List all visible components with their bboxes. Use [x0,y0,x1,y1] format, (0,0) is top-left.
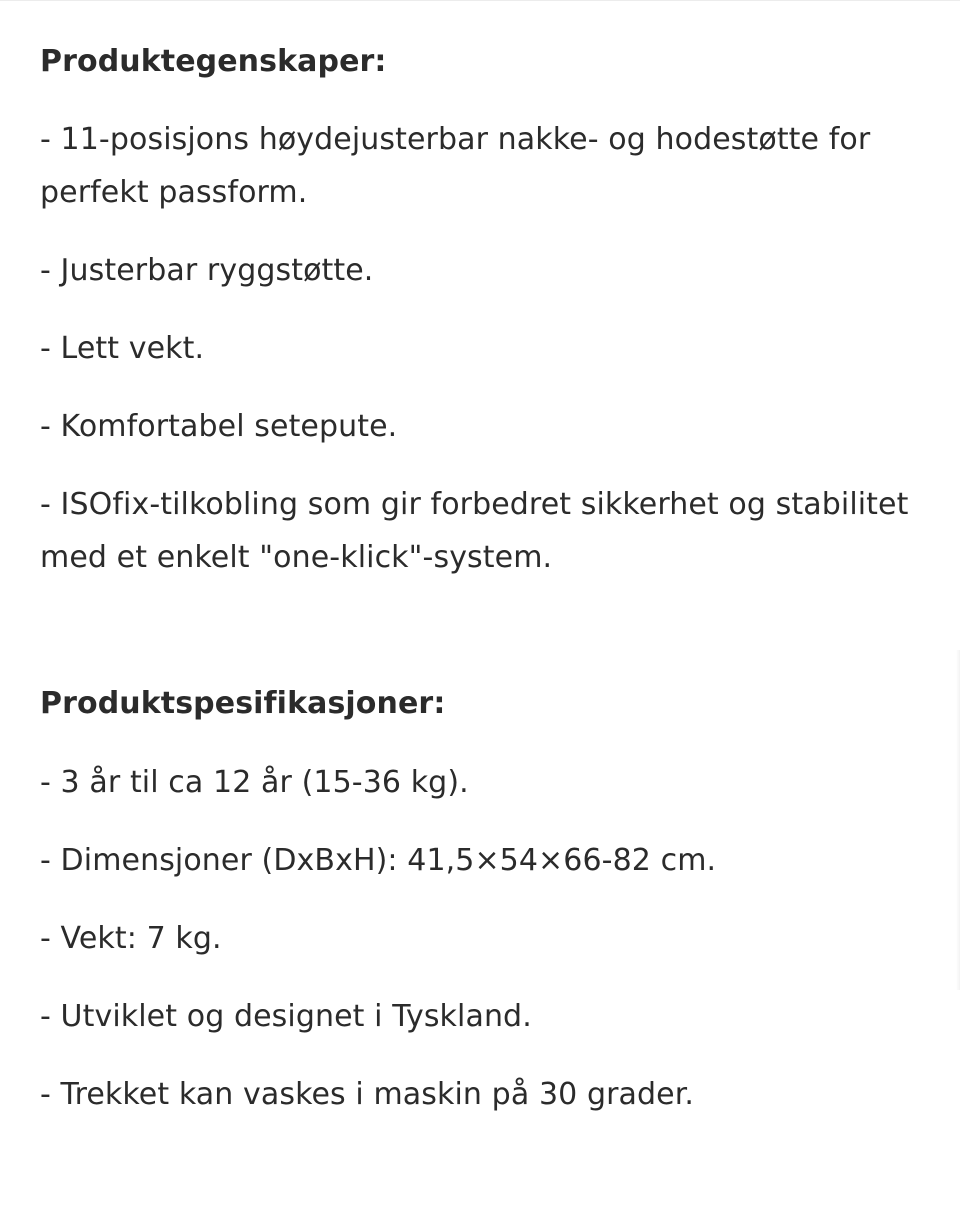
spec-item-origin: - Utviklet og designet i Tyskland. [40,999,532,1034]
features-heading: Produktegenskaper: [40,44,387,79]
feature-item-cushion: - Komfortabel setepute. [40,409,398,444]
specifications-heading: Produktspesifikasjoner: [40,686,446,721]
top-divider [0,0,960,1]
spec-item-weight: - Vekt: 7 kg. [40,921,222,956]
feature-item-backrest: - Justerbar ryggstøtte. [40,253,374,288]
feature-item-isofix: - ISOfix-tilkobling som gir forbedret sikkerhet og stabilitet med et enkelt "one-klick"-system. [40,487,909,575]
features-section [40,40,920,584]
specifications-section [40,682,920,1121]
spec-item-dimensions: - Dimensjoner (DxBxH): 41,5×54×66-82 cm. [40,843,717,878]
feature-item-headrest: - 11-posisjons høydejusterbar nakke- og hodestøtte for perfekt passform. [40,122,871,210]
features-list [40,113,920,584]
feature-item-weight: - Lett vekt. [40,331,205,366]
product-description [40,40,920,1121]
spec-item-washing: - Trekket kan vaskes i maskin på 30 grader. [40,1077,695,1112]
scroll-edge[interactable] [956,650,960,990]
specifications-list [40,756,920,1121]
spec-item-age: - 3 år til ca 12 år (15-36 kg). [40,765,469,800]
